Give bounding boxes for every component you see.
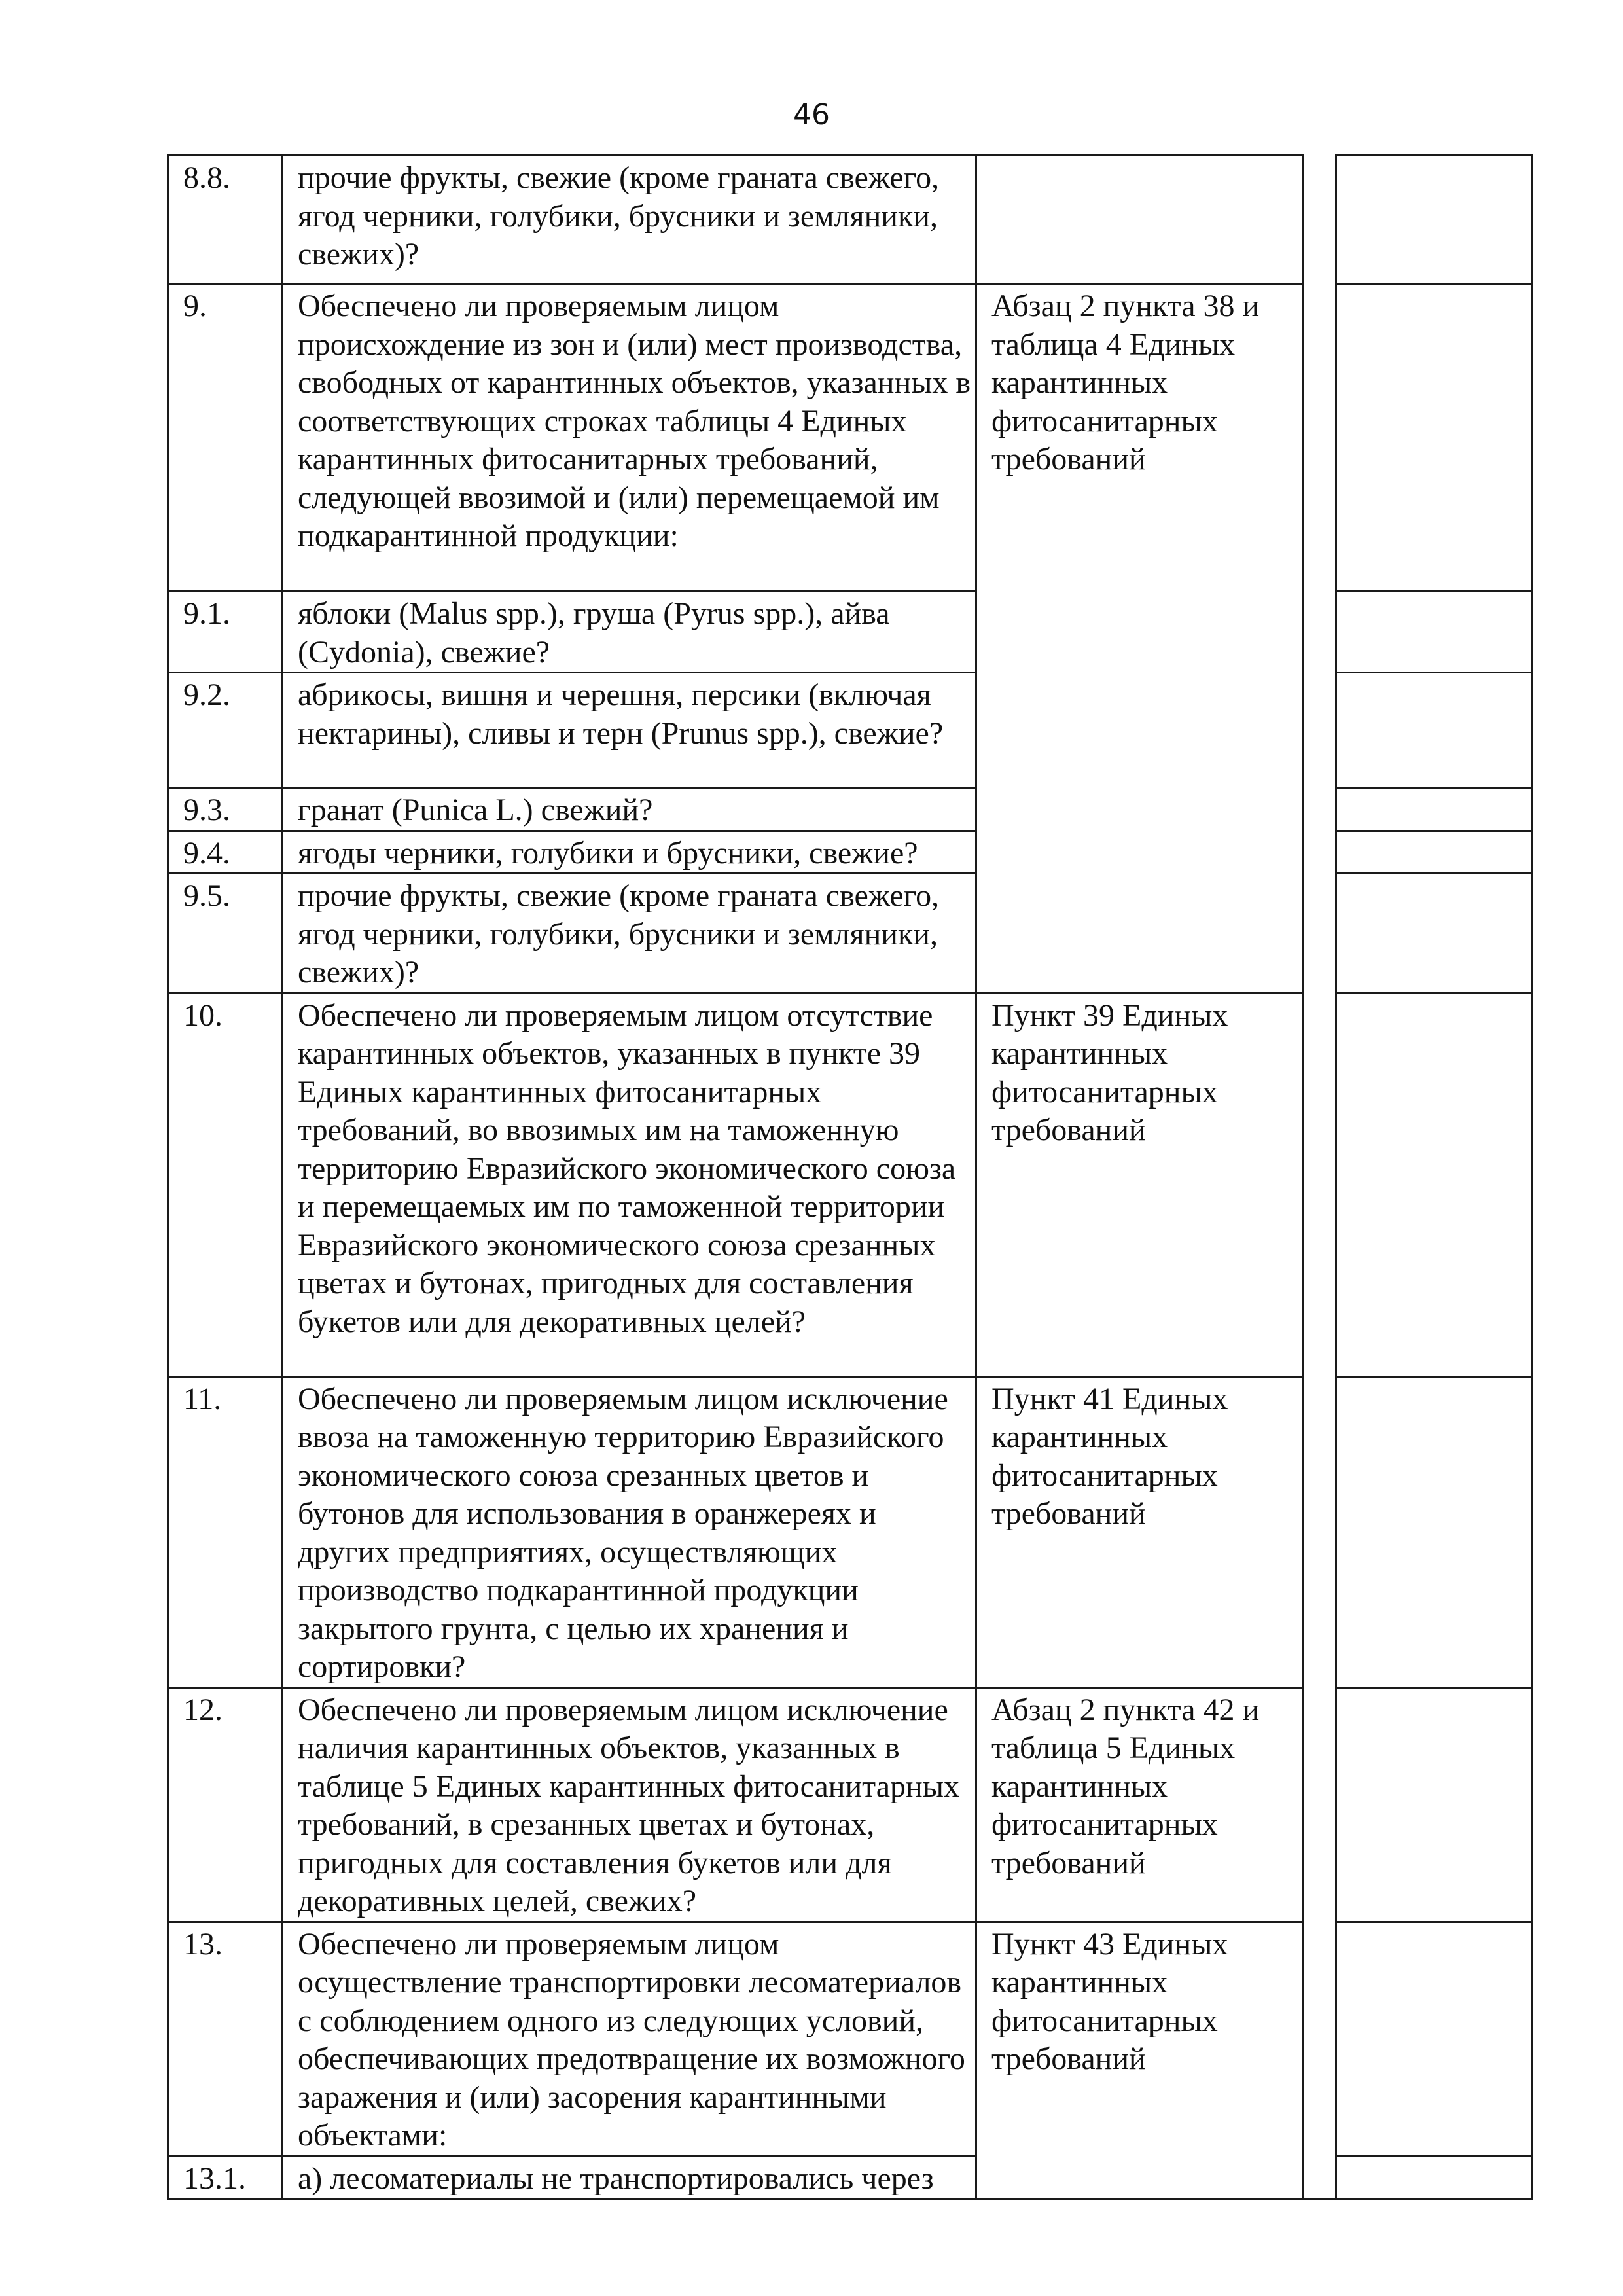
table-row bbox=[168, 1376, 1533, 1687]
row-number: 11. bbox=[168, 1376, 283, 1687]
gap-cell bbox=[1304, 1922, 1336, 2156]
page-number: 46 bbox=[793, 98, 830, 132]
row-number: 9.3. bbox=[168, 788, 283, 831]
row-number: 8.8. bbox=[168, 156, 283, 284]
requirements-table bbox=[167, 154, 1533, 2200]
answer-cell bbox=[1336, 284, 1533, 592]
row-number: 9.1. bbox=[168, 592, 283, 673]
answer-cell bbox=[1336, 874, 1533, 994]
question-text: абрикосы, вишня и черешня, персики (включая нектарины), сливы и терн (Prunus spp.), свежие? bbox=[283, 673, 976, 788]
row-number: 9.2. bbox=[168, 673, 283, 788]
question-text: Обеспечено ли проверяемым лицом отсутствие карантинных объектов, указанных в пункте 39 Единых карантинных фитосанитарных требований, во ввозимых им на таможенную территорию Евразийского экономического союза и перемещаемых им по таможенной территории Евразийского экономического союза срезанных цветах и бутонах, пригодных для составления букетов или для декоративных целей? bbox=[283, 993, 976, 1376]
table-row bbox=[168, 2156, 1533, 2199]
answer-cell bbox=[1336, 788, 1533, 831]
table-row bbox=[168, 673, 1533, 788]
table-row bbox=[168, 993, 1533, 1376]
answer-cell bbox=[1336, 673, 1533, 788]
row-number: 9.4. bbox=[168, 831, 283, 874]
gap-cell bbox=[1304, 284, 1336, 592]
answer-cell bbox=[1336, 1922, 1533, 2156]
gap-cell bbox=[1304, 2156, 1336, 2199]
table-row bbox=[168, 874, 1533, 994]
row-number: 9. bbox=[168, 284, 283, 592]
reference-text: Пункт 39 Единых карантинных фитосанитарных требований bbox=[976, 993, 1304, 1376]
gap-cell bbox=[1304, 831, 1336, 874]
gap-cell bbox=[1304, 592, 1336, 673]
question-text: Обеспечено ли проверяемым лицом исключение наличия карантинных объектов, указанных в таблице 5 Единых карантинных фитосанитарных требований, в срезанных цветах и бутонах, пригодных для составления букетов или для декоративных целей, свежих? bbox=[283, 1687, 976, 1922]
answer-cell bbox=[1336, 1376, 1533, 1687]
answer-cell bbox=[1336, 592, 1533, 673]
gap-cell bbox=[1304, 673, 1336, 788]
gap-cell bbox=[1304, 874, 1336, 994]
table-row bbox=[168, 156, 1533, 284]
gap-cell bbox=[1304, 1376, 1336, 1687]
question-text: Обеспечено ли проверяемым лицом происхождение из зон и (или) мест производства, свободных от карантинных объектов, указанных в соответствующих строках таблицы 4 Единых карантинных фитосанитарных требований, следующей ввозимой и (или) перемещаемой им подкарантинной продукции: bbox=[283, 284, 976, 592]
table-row bbox=[168, 284, 1533, 592]
table-row bbox=[168, 1687, 1533, 1922]
question-text: прочие фрукты, свежие (кроме граната свежего, ягод черники, голубики, брусники и земляники, свежих)? bbox=[283, 156, 976, 284]
reference-text: Пункт 41 Единых карантинных фитосанитарных требований bbox=[976, 1376, 1304, 1687]
table-row bbox=[168, 788, 1533, 831]
answer-cell bbox=[1336, 993, 1533, 1376]
reference-cell bbox=[976, 156, 1304, 284]
reference-text: Абзац 2 пункта 42 и таблица 5 Единых карантинных фитосанитарных требований bbox=[976, 1687, 1304, 1922]
table-row bbox=[168, 592, 1533, 673]
answer-cell bbox=[1336, 1687, 1533, 1922]
question-text: прочие фрукты, свежие (кроме граната свежего, ягод черники, голубики, брусники и земляники, свежих)? bbox=[283, 874, 976, 994]
question-text: Обеспечено ли проверяемым лицом исключение ввоза на таможенную территорию Евразийского экономического союза срезанных цветов и бутонов для использования в оранжереях и других предприятиях, осуществляющих производство подкарантинной продукции закрытого грунта, с целью их хранения и сортировки? bbox=[283, 1376, 976, 1687]
row-number: 13. bbox=[168, 1922, 283, 2156]
row-number: 13.1. bbox=[168, 2156, 283, 2199]
answer-cell bbox=[1336, 2156, 1533, 2199]
gap-cell bbox=[1304, 993, 1336, 1376]
row-number: 9.5. bbox=[168, 874, 283, 994]
row-number: 12. bbox=[168, 1687, 283, 1922]
question-text: ягоды черники, голубики и брусники, свежие? bbox=[283, 831, 976, 874]
table-row bbox=[168, 1922, 1533, 2156]
reference-text: Пункт 43 Единых карантинных фитосанитарных требований bbox=[976, 1922, 1304, 2199]
gap-cell bbox=[1304, 1687, 1336, 1922]
answer-cell bbox=[1336, 156, 1533, 284]
question-text: гранат (Punica L.) свежий? bbox=[283, 788, 976, 831]
table-row bbox=[168, 831, 1533, 874]
reference-text: Абзац 2 пункта 38 и таблица 4 Единых карантинных фитосанитарных требований bbox=[976, 284, 1304, 994]
question-text: Обеспечено ли проверяемым лицом осуществление транспортировки лесоматериалов с соблюдением одного из следующих условий, обеспечивающих предотвращение их возможного заражения и (или) засорения карантинными объектами: bbox=[283, 1922, 976, 2156]
question-text: яблоки (Malus spp.), груша (Pyrus spp.), айва (Cydonia), свежие? bbox=[283, 592, 976, 673]
gap-cell bbox=[1304, 788, 1336, 831]
row-number: 10. bbox=[168, 993, 283, 1376]
gap-cell bbox=[1304, 156, 1336, 284]
question-text: а) лесоматериалы не транспортировались через bbox=[283, 2156, 976, 2199]
answer-cell bbox=[1336, 831, 1533, 874]
